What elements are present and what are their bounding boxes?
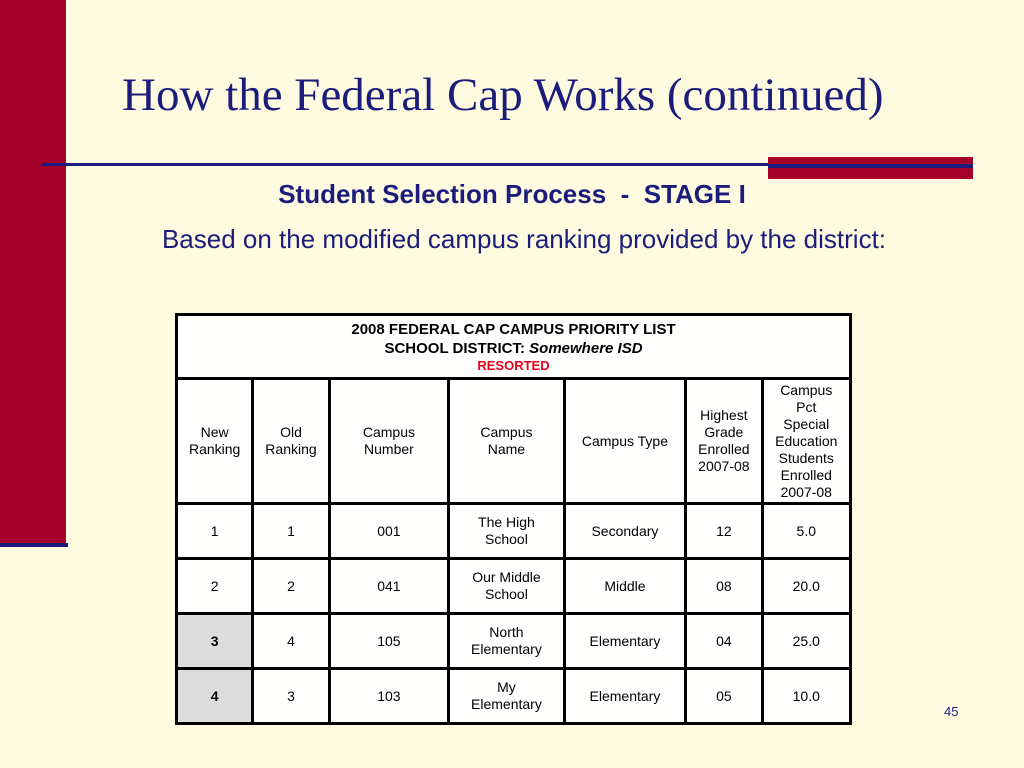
cell-grade: 04 (687, 615, 760, 667)
intro-text: Based on the modified campus ranking provided by the district: (161, 224, 887, 254)
header-text: Enrolled (698, 441, 750, 457)
cell-grade: 12 (687, 505, 760, 557)
header-text: Enrolled (780, 466, 832, 483)
cell-text: Our Middle (472, 569, 541, 585)
cell-pct: 5.0 (764, 505, 849, 557)
table-district (180, 340, 847, 358)
cell-campus-type: Elementary (566, 670, 685, 722)
district-name: Somewhere ISD (529, 339, 643, 357)
header-campus-name (450, 380, 563, 502)
header-text: Campus (362, 424, 415, 440)
cell-new-rank: 2 (178, 560, 251, 612)
header-text: Name (487, 441, 526, 457)
header-special-ed-pct (764, 380, 849, 502)
title-divider-accent (768, 157, 973, 179)
cell-pct: 10.0 (764, 670, 849, 722)
cell-campus-number: 001 (331, 505, 448, 557)
table-caption (178, 316, 849, 377)
header-text: Students (778, 449, 834, 466)
cell-old-rank: 1 (254, 505, 327, 557)
cell-text: School (485, 586, 528, 602)
table-title: 2008 FEDERAL CAP CAMPUS PRIORITY LIST (351, 320, 676, 338)
cell-campus-type: Secondary (566, 505, 685, 557)
page-number: 45 (944, 704, 959, 719)
priority-table (175, 313, 852, 725)
cell-campus-number: 105 (331, 615, 448, 667)
cell-pct: 20.0 (764, 560, 849, 612)
district-label: SCHOOL DISTRICT: (384, 339, 525, 357)
cell-campus-number: 103 (331, 670, 448, 722)
cell-new-rank-highlighted: 4 (178, 670, 251, 722)
left-accent-underline (0, 543, 68, 547)
cell-pct: 25.0 (764, 615, 849, 667)
cell-text: Elementary (471, 641, 542, 657)
header-text: 2007-08 (780, 483, 832, 500)
cell-campus-name (450, 560, 563, 612)
cell-text: Elementary (471, 696, 542, 712)
header-highest-grade (687, 380, 760, 502)
cell-campus-number: 041 (331, 560, 448, 612)
cell-grade: 08 (687, 560, 760, 612)
cell-grade: 05 (687, 670, 760, 722)
priority-table-container (175, 313, 852, 725)
header-text: Ranking (265, 441, 317, 457)
table-row (178, 615, 849, 667)
cell-old-rank: 4 (254, 615, 327, 667)
header-text: New (200, 424, 229, 440)
cell-campus-type: Middle (566, 560, 685, 612)
left-accent-bar (0, 0, 66, 544)
header-text: Grade (704, 424, 744, 440)
slide-title: How the Federal Cap Works (continued) (122, 69, 884, 121)
header-old-ranking (254, 380, 327, 502)
table-row (178, 560, 849, 612)
table-header-row (178, 380, 849, 502)
cell-campus-name (450, 670, 563, 722)
cell-campus-name (450, 615, 563, 667)
cell-new-rank: 1 (178, 505, 251, 557)
table-row (178, 670, 849, 722)
cell-text: The High (478, 514, 535, 530)
cell-text: North (489, 624, 524, 640)
table-status: RESORTED (477, 357, 550, 373)
cell-text: My (497, 679, 516, 695)
header-text: Number (364, 441, 414, 457)
cell-old-rank: 2 (254, 560, 327, 612)
header-new-ranking (178, 380, 251, 502)
header-text: Education (775, 432, 838, 449)
cell-campus-type: Elementary (566, 615, 685, 667)
header-text: Campus (780, 381, 833, 398)
cell-new-rank-highlighted: 3 (178, 615, 251, 667)
header-text: Special (783, 415, 830, 432)
cell-text: School (485, 531, 528, 547)
header-text: Campus (480, 424, 533, 440)
header-campus-number (331, 380, 448, 502)
cell-campus-name (450, 505, 563, 557)
header-campus-type: Campus Type (566, 380, 685, 502)
slide-subtitle: Student Selection Process - STAGE I (278, 179, 746, 209)
header-text: Ranking (188, 441, 241, 457)
cell-old-rank: 3 (254, 670, 327, 722)
title-divider-accent-line (768, 164, 973, 168)
table-row (178, 505, 849, 557)
header-text: Pct (796, 398, 817, 415)
table-caption-row (178, 316, 849, 377)
header-text: Old (280, 424, 302, 440)
header-text: Highest (700, 407, 748, 423)
header-text: 2007-08 (698, 458, 750, 474)
